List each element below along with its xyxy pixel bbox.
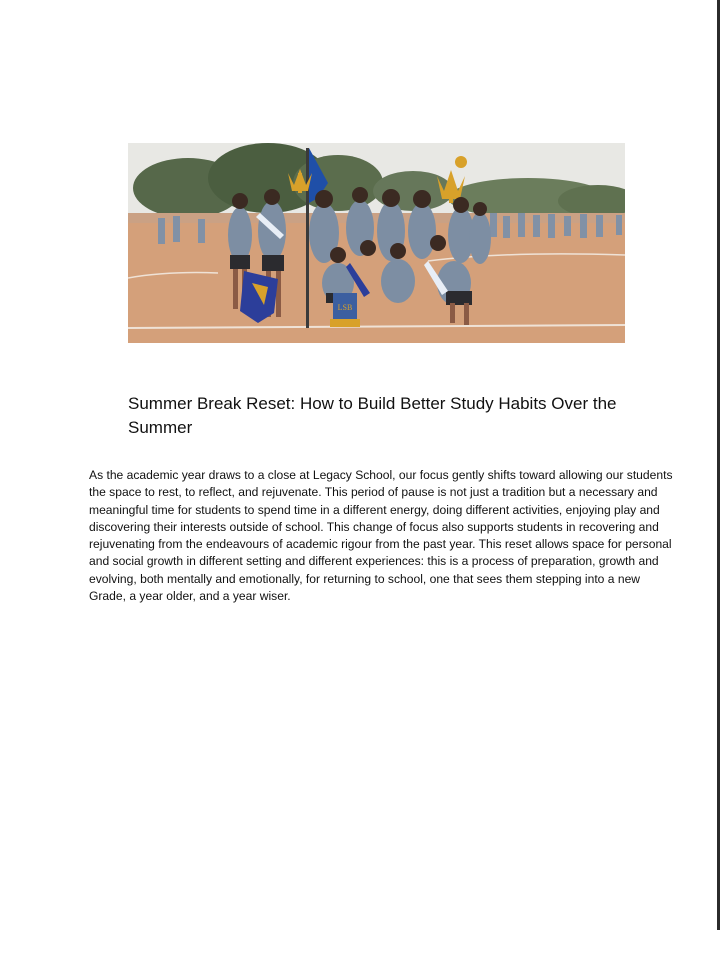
article-title: Summer Break Reset: How to Build Better Study Habits Over the Summer xyxy=(128,394,617,437)
article-body: As the academic year draws to a close at Legacy School, our focus gently shifts toward allowing our students the space to rest, to reflect, and rejuvenate. This period of pause is not just a tradition but a necessary and meaningful time for students to spend time in a different energy, doing different activities, enjoying play and discovering their interests outside of school. This change of focus also supports students in recovering and rejuvenating from the endeavours of academic rigour from the past year. This reset allows space for personal and social growth in different setting and different experiences: this is a process of preparation, growth and evolving, both mentally and emotionally, for returning to school, one that sees them stepping into a new Grade, a year older, and a year wiser. xyxy=(89,468,673,604)
hero-photo xyxy=(128,143,625,343)
trophy-badge-text: LSB xyxy=(337,303,353,312)
hero-photo-illustration xyxy=(128,143,625,343)
